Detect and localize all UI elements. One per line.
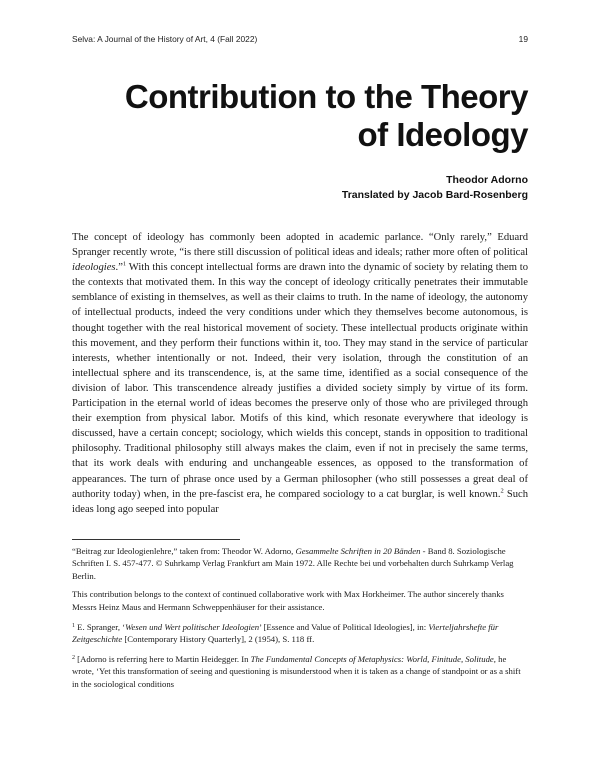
footnote-text: “Beitrag zur Ideologienlehre,” taken from: Theodor W. Adorno,	[72, 546, 296, 556]
footnote-text: - Band 8. Soziologische Schriften I. S. 457-477. © Suhrkamp Verlag Frankfurt am Main 1972. Alle Rechte bei und vorbehalten durch Suhrkamp Verlag Berlin.	[72, 546, 514, 581]
title-line-1: Contribution to the Theory	[124, 78, 528, 115]
translator-credit: Translated by Jacob Bard-Rosenberg	[341, 189, 528, 201]
footnote-1	[72, 620, 528, 646]
footnote-text: , he wrote, ‘Yet this transformation of seeing and questioning is misunderstood when it is taken as a change of standpoint or as a shift in the sociological conditions	[72, 653, 521, 689]
footnote-reference-2[interactable]: 2	[500, 487, 504, 495]
footnote-italic: The Fundamental Concepts of Metaphysics: World, Finitude, Solitude	[250, 653, 494, 664]
footnote-text: ’ [Essence and Value of Political Ideologies], in:	[259, 622, 429, 633]
page-number: 19	[518, 34, 528, 44]
body-text-segment: .”	[115, 262, 123, 274]
footnote-2	[72, 652, 528, 690]
footnote-italic: Vierteljahrshefte für Zeitgeschichte	[72, 622, 499, 645]
source-note	[72, 545, 528, 582]
context-note: This contribution belongs to the context of continued collaborative work with Max Horkheimer. The author sincerely thanks Messrs Heinz Maus and Hermann Schweppenhäuser for their assistance.	[72, 589, 504, 612]
footnote-marker: 2	[72, 654, 75, 661]
author-name: Theodor Adorno	[446, 174, 528, 186]
body-text-segment: The concept of ideology has commonly been adopted in academic parlance. “Only rarely,” Eduard Spranger recently wrote, “is there still discussion of political ideas and ideals; rather more often of political	[72, 232, 528, 259]
footnote-italic: Wesen und Wert politischer Ideologien	[125, 622, 260, 633]
article-body	[72, 230, 528, 517]
body-italic-term: ideologies	[72, 262, 116, 274]
footnote-text: E. Spranger, ‘	[75, 622, 126, 633]
body-text-segment: With this concept intellectual forms are drawn into the dynamic of society by relating them to the contexts that motivated them. In this way the concept of ideology critically penetrates their immutable semblance of existing in themselves, as well as their claims to truth. In the name of ideology, the autonomy of intellectual products, indeed the very conditions under which they themselves become autonomous, is thought together with the real historical movement of society. These intellectual products originate within this movement, and they perform their functions within it, too. They may stand in the service of particular interests, whether intentionally or not. Indeed, their very isolation, through the constitution of an intellectual sphere and its transcendence, is, at the same time, identified as a social consequence of the division of labor. This transcendence already justifies a divided society simply by virtue of its form. Participation in the eternal world of ideas becomes the preserve only of those who are privileged through their exemption from physical labor. Motifs of this kind, which resonate everywhere that ideology is discussed, have a certain concept; sociology, which wields this concept, stands in opposition to traditional philosophy. Traditional philosophy still always makes the claim, even if not in precisely the same terms, that its work deals with enduring and unchangeable essences, as opposed to the transformation of appearances. The turn of phrase once used by a German philosopher (who still possesses a great deal of authority today) when, in the pre-fascist era, he compared sociology to a cat burglar, is well known.	[72, 262, 528, 500]
footnote-text: [Contemporary History Quarterly], 2 (1954), S. 118 ff.	[122, 634, 315, 645]
article-title	[68, 78, 528, 154]
footnote-divider	[72, 539, 240, 540]
journal-citation: Selva: A Journal of the History of Art, 4 (Fall 2022)	[72, 34, 258, 44]
footnote-text: [Adorno is referring here to Martin Heidegger. In	[75, 653, 251, 664]
body-paragraph	[72, 230, 528, 517]
footnote-marker: 1	[72, 623, 75, 630]
footnote-reference-1[interactable]: 1	[122, 260, 127, 268]
body-text-segment: Such ideas long ago seeped into popular	[72, 488, 529, 515]
byline	[342, 173, 528, 203]
footnote-italic: Gesammelte Schriften in 20 Bänden	[295, 546, 421, 556]
title-line-2: of Ideology	[357, 116, 528, 153]
footnotes	[72, 545, 528, 696]
